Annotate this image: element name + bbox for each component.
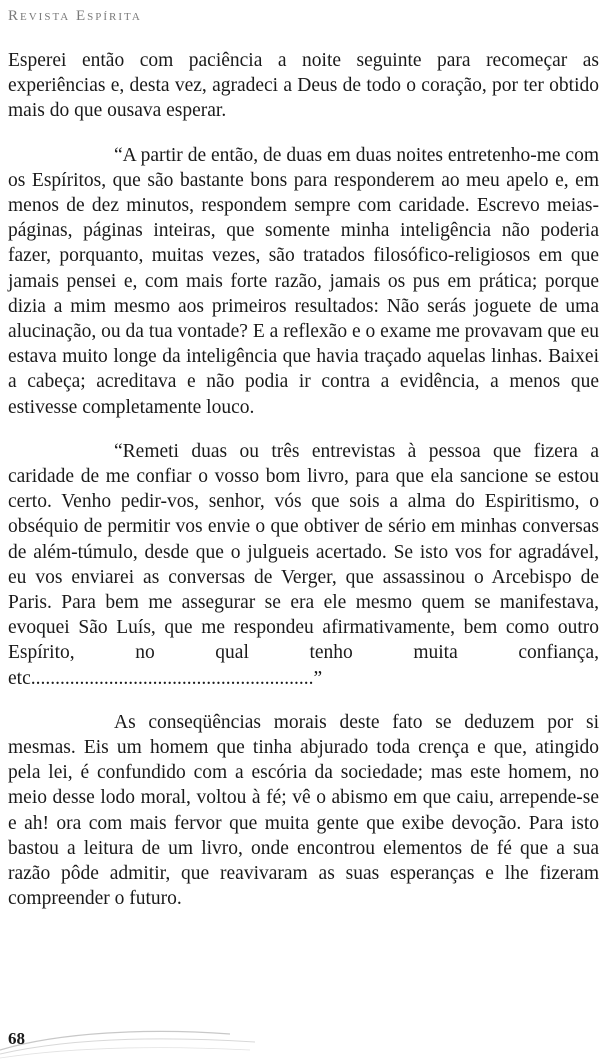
footer-swoosh-ornament	[0, 1020, 260, 1060]
page-number: 68	[8, 1029, 25, 1048]
running-header: Revista Espírita	[8, 8, 142, 24]
paragraph: Esperei então com paciência a noite seguinte para recomeçar as experiências e, desta vez, agradeci a Deus de todo o coração, por ter obtido mais do que ousava esperar.	[8, 50, 599, 122]
paragraph: As conseqüências morais deste fato se deduzem por si mesmas. Eis um homem que tinha abjurado toda crença e que, atingido pela lei, é confundido com a escória da sociedade; mas este homem, no meio desse lodo moral, voltou à fé; vê o abismo em que caiu, arrepende-se e ah! ora com mais fervor que muita gente que exibe devoção. Para isto bastou a leitura de um livro, onde encontrou elementos de fé que a sua razão pôde admitir, que reavivaram as suas esperanças e lhe fizeram compreender o futuro.	[8, 711, 599, 910]
paragraph: “Remeti duas ou três entrevistas à pessoa que fizera a caridade de me confiar o vosso bom livro, para que ela sancione se estou certo. Venho pedir-vos, senhor, vós que sois a alma do Espiritismo, o obséquio de permitir vos envie o que obtiver de sério em minhas conversas de além-túmulo, desde que o julgueis acertado. Se isto vos for agradável, eu vos enviarei as conversas de Verger, que assassinou o Arcebispo de Paris. Para bem me assegurar se era ele mesmo quem se manifestava, evoquei São Luís, que me respondeu afirmativamente, bem como outro Espírito, no qual tenho muita confiança, etc..........................................................”	[8, 440, 599, 689]
paragraph: “A partir de então, de duas em duas noites entretenho-me com os Espíritos, que são bastante bons para responderem ao meu apelo e, em menos de dez minutos, respondem sempre com caridade. Escrevo meias-páginas, páginas inteiras, que somente minha inteligência não poderia fazer, porquanto, muitas vezes, são tratados filosófico-religiosos em que jamais pensei e, com mais forte razão, jamais os pus em prática; porque dizia a mim mesmo aos primeiros resultados: Não serás joguete de uma alucinação, ou da tua vontade? E a reflexão e o exame me provavam que eu estava muito longe da inteligência que havia traçado aquelas linhas. Baixei a cabeça; acreditava e não podia ir contra a evidência, a menos que estivesse completamente louco.	[8, 144, 599, 418]
body-text	[8, 48, 599, 931]
